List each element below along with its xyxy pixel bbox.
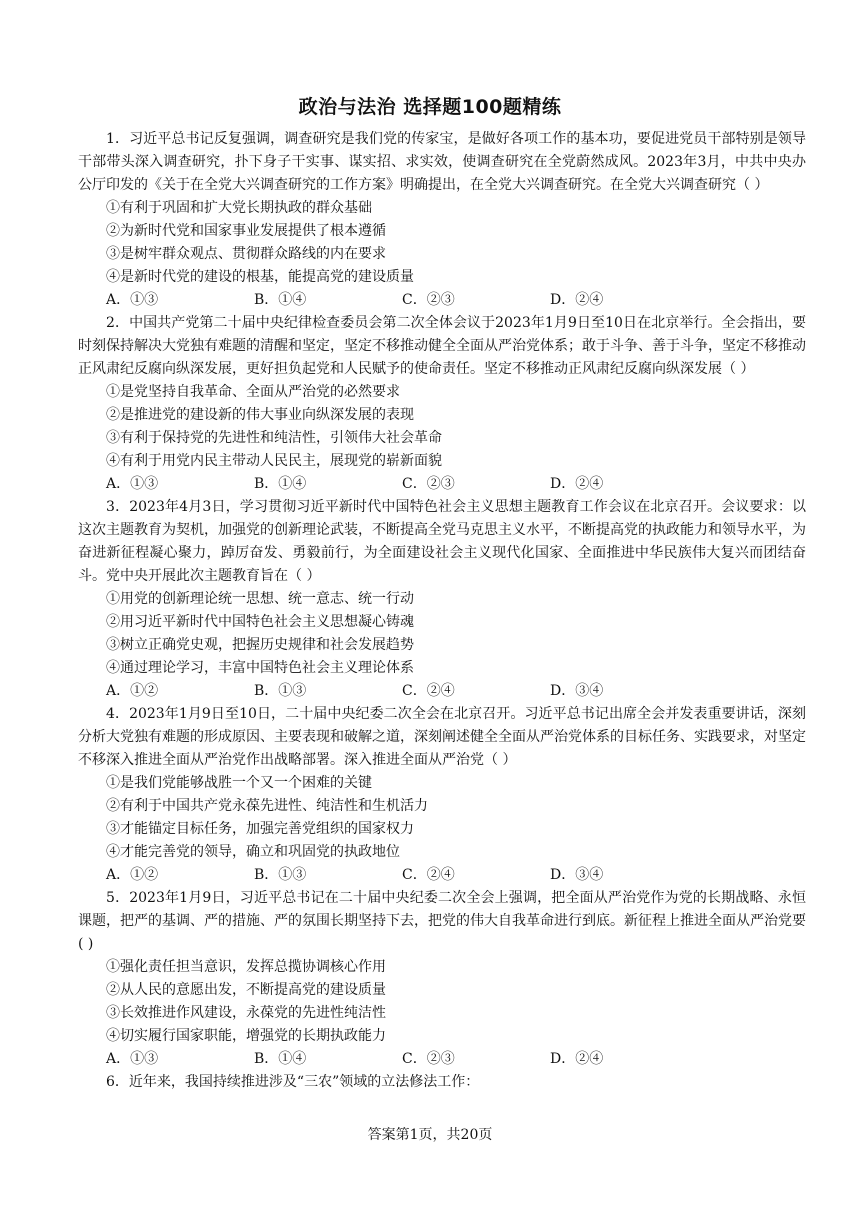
choice-a: A．①② xyxy=(106,867,159,883)
statement-option: ②从人民的意愿出发，不断提高党的建设质量 xyxy=(106,982,386,998)
answer-choices xyxy=(78,680,806,703)
choice-b: B．①③ xyxy=(254,683,307,699)
statement-option: ④通过理论学习，丰富中国特色社会主义理论体系 xyxy=(106,660,414,676)
choice-c: C．②③ xyxy=(402,476,455,492)
choice-c: C．②③ xyxy=(402,292,455,308)
statement-option: ①有利于巩固和扩大党长期执政的群众基础 xyxy=(106,200,372,216)
question-stem: 1．习近平总书记反复强调，调查研究是我们党的传家宝，是做好各项工作的基本功，要促进党员干部特别是领导干部带头深入调查研究，扑下身子干实事、谋实招、求实效，使调查研究在全党蔚然成风。2023年3月，中共中央办公厅印发的《关于在全党大兴调查研究的工作方案》明确提出，在全党大兴调查研究。在全党大兴调查研究（ ） xyxy=(78,131,806,193)
question-list xyxy=(78,128,806,1094)
statement-option: ③是树牢群众观点、贯彻群众路线的内在要求 xyxy=(106,246,386,262)
question-stem: 4．2023年1月9日至10日，二十届中央纪委二次全会在北京召开。习近平总书记出席全会并发表重要讲话，深刻分析大党独有难题的形成原因、主要表现和破解之道，深刻阐述健全全面从严治党体系的目标任务、实践要求，对坚定不移深入推进全面从严治党作出战略部署。深入推进全面从严治党（ ） xyxy=(78,706,806,768)
statement-option: ③长效推进作风建设，永葆党的先进性纯洁性 xyxy=(106,1005,386,1021)
statement-option: ①强化责任担当意识，发挥总揽协调核心作用 xyxy=(106,959,386,975)
answer-choices xyxy=(78,1048,806,1071)
choice-a: A．①③ xyxy=(106,292,159,308)
choice-d: D．②④ xyxy=(550,292,604,308)
question-stem: 5．2023年1月9日，习近平总书记在二十届中央纪委二次全会上强调，把全面从严治党作为党的长期战略、永恒课题，把严的基调、严的措施、严的氛围长期坚持下去，把党的伟大自我革命进行到底。新征程上推进全面从严治党要( ) xyxy=(78,890,806,952)
answer-choices xyxy=(78,864,806,887)
choice-d: D．②④ xyxy=(550,476,604,492)
choice-c: C．②④ xyxy=(402,867,455,883)
answer-choices xyxy=(78,289,806,312)
answer-choices xyxy=(78,473,806,496)
statement-option: ②用习近平新时代中国特色社会主义思想凝心铸魂 xyxy=(106,614,414,630)
page-title: 政治与法治 选择题100题精练 xyxy=(298,96,562,118)
choice-a: A．①② xyxy=(106,683,159,699)
statement-option: ④有利于用党内民主带动人民民主，展现党的崭新面貌 xyxy=(106,453,442,469)
statement-option: ③有利于保持党的先进性和纯洁性，引领伟大社会革命 xyxy=(106,430,442,446)
question-stem: 3．2023年4月3日，学习贯彻习近平新时代中国特色社会主义思想主题教育工作会议在北京召开。会议要求：以这次主题教育为契机，加强党的创新理论武装，不断提高全党马克思主义水平，不断提高党的执政能力和领导水平，为奋进新征程凝心聚力，踔厉奋发、勇毅前行，为全面建设社会主义现代化国家、全面推进中华民族伟大复兴而团结奋斗。党中央开展此次主题教育旨在（ ） xyxy=(78,499,806,584)
choice-b: B．①③ xyxy=(254,867,307,883)
choice-a: A．①③ xyxy=(106,476,159,492)
statement-option: ③才能锚定目标任务，加强完善党组织的国家权力 xyxy=(106,821,414,837)
question-stem: 6．近年来，我国持续推进涉及“三农”领域的立法修法工作： xyxy=(106,1074,480,1090)
choice-b: B．①④ xyxy=(254,1051,307,1067)
choice-d: D．②④ xyxy=(550,1051,604,1067)
statement-option: ②是推进党的建设新的伟大事业向纵深发展的表现 xyxy=(106,407,414,423)
statement-option: ①是党坚持自我革命、全面从严治党的必然要求 xyxy=(106,384,400,400)
question-4 xyxy=(78,703,806,887)
page-footer: 答案第1页，共20页 xyxy=(367,1127,493,1143)
question-5 xyxy=(78,887,806,1071)
choice-d: D．③④ xyxy=(550,867,604,883)
choice-c: C．②④ xyxy=(402,683,455,699)
statement-option: ①用党的创新理论统一思想、统一意志、统一行动 xyxy=(106,591,414,607)
statement-option: ②有利于中国共产党永葆先进性、纯洁性和生机活力 xyxy=(106,798,428,814)
question-3 xyxy=(78,496,806,703)
statement-option: ④才能完善党的领导，确立和巩固党的执政地位 xyxy=(106,844,400,860)
statement-option: ②为新时代党和国家事业发展提供了根本遵循 xyxy=(106,223,386,239)
question-2 xyxy=(78,312,806,496)
choice-d: D．③④ xyxy=(550,683,604,699)
statement-option: ④是新时代党的建设的根基，能提高党的建设质量 xyxy=(106,269,414,285)
choice-c: C．②③ xyxy=(402,1051,455,1067)
question-1 xyxy=(78,128,806,312)
question-stem: 2．中国共产党第二十届中央纪律检查委员会第二次全体会议于2023年1月9日至10日在北京举行。全会指出，要时刻保持解决大党独有难题的清醒和坚定，坚定不移推动健全全面从严治党体系；敢于斗争、善于斗争，坚定不移推动正风肃纪反腐向纵深发展，更好担负起党和人民赋予的使命责任。坚定不移推动正风肃纪反腐向纵深发展（ ） xyxy=(78,315,806,377)
question-6 xyxy=(78,1071,806,1094)
statement-option: ④切实履行国家职能，增强党的长期执政能力 xyxy=(106,1028,386,1044)
choice-b: B．①④ xyxy=(254,476,307,492)
statement-option: ③树立正确党史观，把握历史规律和社会发展趋势 xyxy=(106,637,414,653)
choice-b: B．①④ xyxy=(254,292,307,308)
statement-option: ①是我们党能够战胜一个又一个困难的关键 xyxy=(106,775,372,791)
choice-a: A．①③ xyxy=(106,1051,159,1067)
